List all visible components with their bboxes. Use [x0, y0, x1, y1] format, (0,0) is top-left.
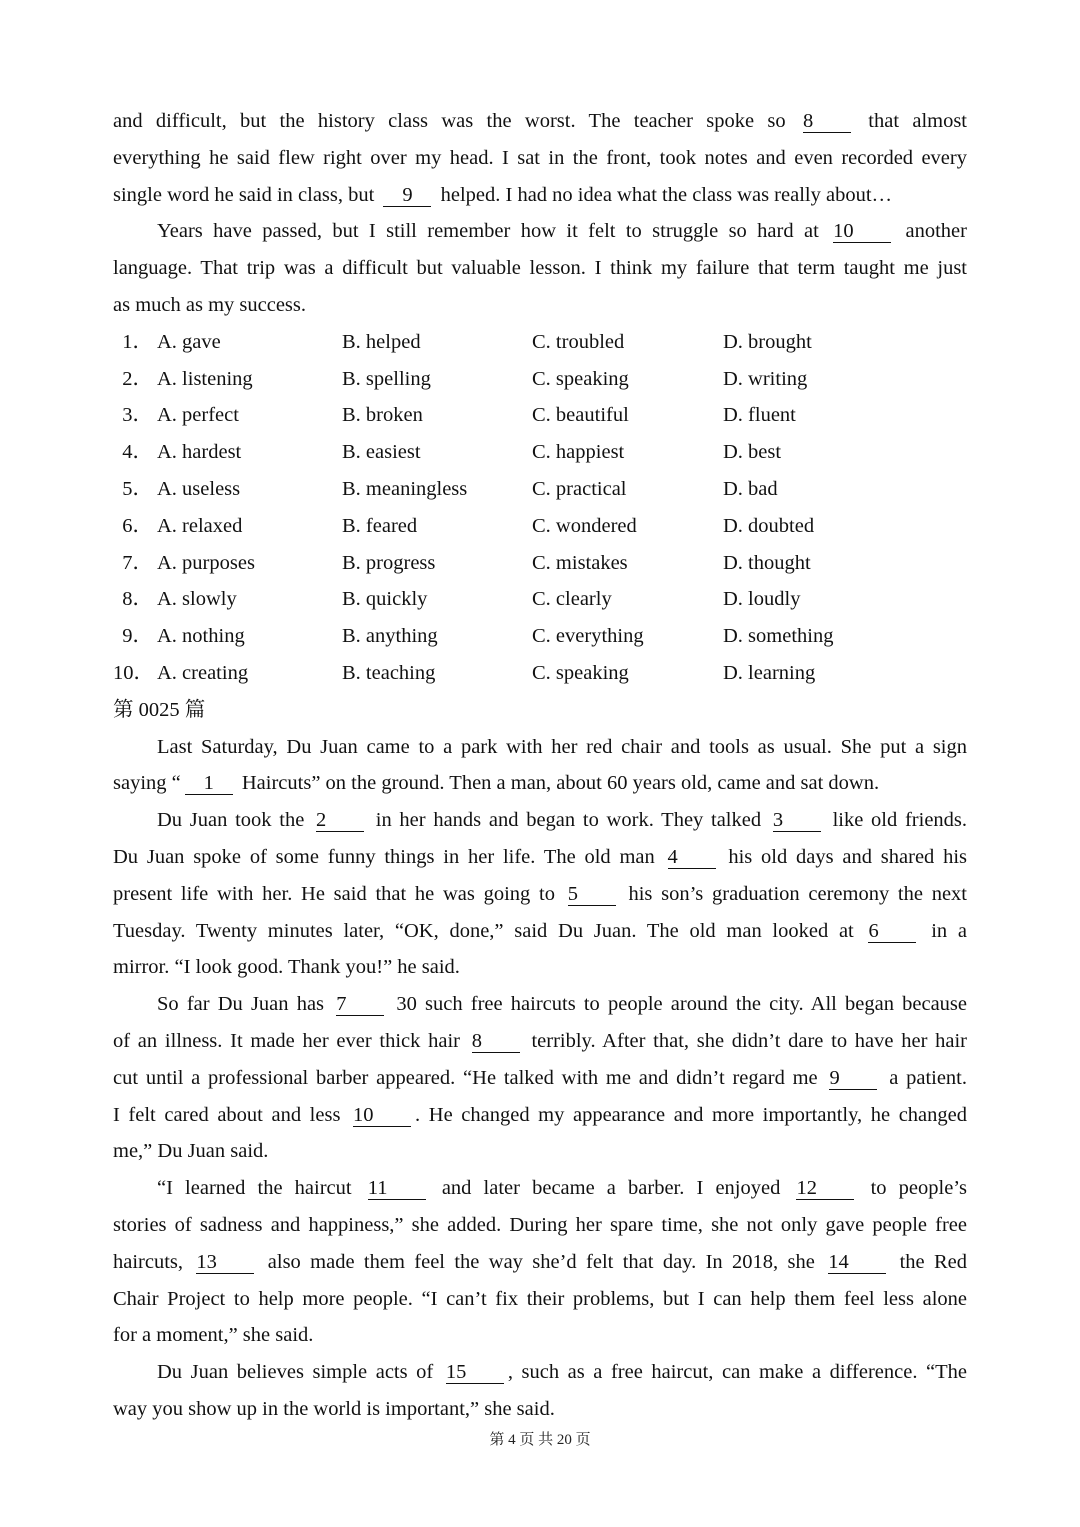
question-row: [113, 434, 967, 471]
option-c: C. troubled: [532, 330, 625, 353]
answer-blank: 9: [383, 184, 431, 207]
option-a: A. creating: [157, 661, 249, 684]
passage-line: Last Saturday, Du Juan came to a park with her red chair and tools as usual. She put a sign: [157, 735, 967, 758]
answer-blank: 2: [316, 809, 364, 832]
passage-line: everything he said flew right over my head. I sat in the front, took notes and even recorded every: [113, 146, 967, 169]
question-number: 9．: [122, 625, 153, 648]
option-a: A. purposes: [157, 551, 255, 574]
answer-blank: 1: [185, 772, 233, 795]
passage-line: cut until a professional barber appeared. “He talked with me and didn’t regard me 9 a patient.: [113, 1066, 968, 1089]
answer-blank: 3: [773, 809, 821, 832]
option-d: D. best: [723, 441, 782, 464]
passage-line: Tuesday. Twenty minutes later, “OK, done,” said Du Juan. The old man looked at 6 in a: [113, 919, 967, 942]
option-d: D. something: [723, 625, 834, 648]
option-b: B. feared: [342, 514, 418, 537]
option-c: C. clearly: [532, 588, 612, 611]
passage-line: as much as my success.: [113, 293, 306, 316]
option-d: D. fluent: [723, 404, 796, 427]
option-d: D. thought: [723, 551, 811, 574]
option-b: B. quickly: [342, 588, 428, 611]
question-number: 1．: [122, 330, 153, 353]
passage-line: saying “ 1 Haircuts” on the ground. Then a man, about 60 years old, came and sat down.: [113, 772, 880, 795]
question-row: [113, 324, 967, 361]
passage-line: stories of sadness and happiness,” she added. During her spare time, she not only gave people free: [113, 1213, 967, 1236]
option-a: A. useless: [157, 477, 241, 500]
passage-line: of an illness. It made her ever thick hair 8 terribly. After that, she didn’t dare to have her hair: [113, 1029, 968, 1052]
question-row: [113, 618, 967, 655]
option-c: C. happiest: [532, 441, 625, 464]
option-c: C. speaking: [532, 367, 629, 390]
option-b: B. anything: [342, 625, 438, 648]
passage-line: single word he said in class, but 9 helped. I had no idea what the class was really about…: [113, 183, 893, 206]
question-number: 5．: [122, 477, 153, 500]
option-a: A. relaxed: [157, 514, 243, 537]
passage-line: present life with her. He said that he was going to 5 his son’s graduation ceremony the next: [113, 882, 968, 905]
option-d: D. doubted: [723, 514, 815, 537]
option-d: D. learning: [723, 661, 816, 684]
option-d: D. writing: [723, 367, 808, 390]
option-b: B. easiest: [342, 441, 421, 464]
passage-line: way you show up in the world is important,” she said.: [113, 1397, 555, 1420]
answer-blank: 15: [446, 1361, 504, 1384]
option-b: B. helped: [342, 330, 421, 353]
exam-page: [113, 103, 967, 1428]
answer-blank: 5: [568, 883, 616, 906]
answer-blank: 7: [336, 993, 384, 1016]
option-a: A. nothing: [157, 625, 245, 648]
option-b: B. teaching: [342, 661, 436, 684]
option-b: B. progress: [342, 551, 436, 574]
option-b: B. broken: [342, 404, 423, 427]
answer-blank: 4: [668, 846, 716, 869]
page-footer: 第 4 页 共 20 页: [489, 1432, 591, 1448]
question-number: 4．: [122, 441, 153, 464]
option-a: A. perfect: [157, 404, 239, 427]
question-options: [113, 324, 967, 692]
section-heading: 第 0025 篇: [113, 698, 206, 721]
question-number: 2．: [122, 367, 153, 390]
passage-line: Du Juan spoke of some funny things in her life. The old man 4 his old days and shared his: [113, 845, 967, 868]
passage-line: Du Juan took the 2 in her hands and began to work. They talked 3 like old friends.: [157, 809, 968, 832]
question-row: [113, 471, 967, 508]
option-d: D. loudly: [723, 588, 801, 611]
option-b: B. meaningless: [342, 477, 468, 500]
passage-line: “I learned the haircut 11 and later became a barber. I enjoyed 12 to people’s: [157, 1177, 967, 1200]
option-d: D. bad: [723, 477, 778, 500]
answer-blank: 6: [868, 920, 916, 943]
question-row: [113, 361, 967, 398]
question-row: [113, 508, 967, 545]
question-row: [113, 545, 967, 582]
question-row: [113, 581, 967, 618]
option-a: A. gave: [157, 330, 221, 353]
passage-line: Years have passed, but I still remember how it felt to struggle so hard at 10 another: [157, 220, 967, 243]
answer-blank: 8: [803, 110, 851, 133]
option-c: C. mistakes: [532, 551, 628, 574]
question-row: [113, 397, 967, 434]
question-number: 6．: [122, 514, 153, 537]
answer-blank: 10: [353, 1104, 411, 1127]
answer-blank: 14: [828, 1251, 886, 1274]
passage-line: me,” Du Juan said.: [113, 1140, 269, 1163]
option-a: A. hardest: [157, 441, 242, 464]
option-a: A. slowly: [157, 588, 237, 611]
passage-line: So far Du Juan has 7 30 such free haircuts to people around the city. All began because: [157, 993, 967, 1016]
option-c: C. practical: [532, 477, 627, 500]
question-row: [113, 655, 967, 692]
option-b: B. spelling: [342, 367, 431, 390]
answer-blank: 8: [472, 1030, 520, 1053]
answer-blank: 10: [833, 220, 891, 243]
question-number: 8．: [122, 588, 153, 611]
question-number: 7．: [122, 551, 153, 574]
passage-line: haircuts, 13 also made them feel the way she’d felt that day. In 2018, she 14 the Red: [113, 1250, 968, 1273]
option-c: C. everything: [532, 625, 644, 648]
answer-blank: 9: [829, 1067, 877, 1090]
answer-blank: 12: [796, 1177, 854, 1200]
passage-line: Du Juan believes simple acts of 15 , such as a free haircut, can make a difference. “The: [157, 1361, 967, 1384]
option-c: C. beautiful: [532, 404, 629, 427]
option-c: C. speaking: [532, 661, 629, 684]
passage-line: I felt cared about and less 10 . He changed my appearance and more importantly, he changed: [113, 1103, 967, 1126]
passage-line: Chair Project to help more people. “I can’t fix their problems, but I can help them feel less alone: [113, 1287, 967, 1310]
answer-blank: 11: [368, 1177, 426, 1200]
passage-line: and difficult, but the history class was the worst. The teacher spoke so 8 that almost: [113, 110, 968, 132]
question-number: 3．: [122, 404, 153, 427]
answer-blank: 13: [196, 1251, 254, 1274]
option-a: A. listening: [157, 367, 253, 390]
passage-line: mirror. “I look good. Thank you!” he said.: [113, 956, 460, 979]
passage-line: for a moment,” she said.: [113, 1324, 314, 1347]
question-number: 10．: [113, 661, 154, 684]
option-c: C. wondered: [532, 514, 637, 537]
passage-line: language. That trip was a difficult but valuable lesson. I think my failure that term taught me just: [113, 257, 967, 280]
option-d: D. brought: [723, 330, 812, 353]
